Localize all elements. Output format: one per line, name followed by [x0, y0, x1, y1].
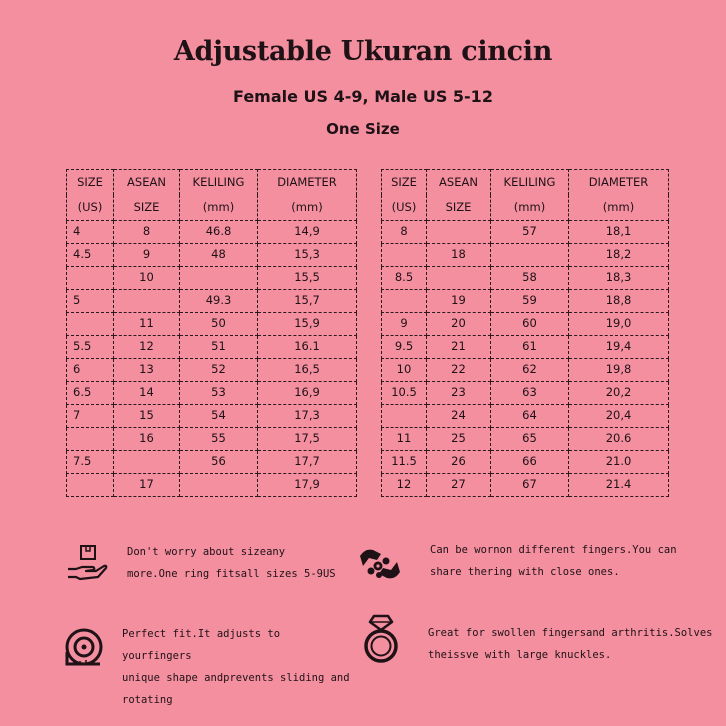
table-cell: 10.5: [382, 382, 427, 405]
table-cell: 24: [427, 405, 491, 428]
feature-line: rotating: [122, 694, 173, 706]
table-cell: 59: [491, 290, 569, 313]
table-row: [67, 359, 357, 382]
column-header: DIAMETER: [258, 170, 357, 196]
table-cell: 5.5: [67, 336, 114, 359]
column-header: (US): [67, 195, 114, 221]
table-cell: 16,5: [258, 359, 357, 382]
table-row: [67, 244, 357, 267]
feature-swollen: [428, 622, 718, 666]
table-cell: 13: [114, 359, 180, 382]
table-cell: 51: [180, 336, 258, 359]
table-cell: 17: [114, 474, 180, 497]
helping-hands-icon: [357, 544, 403, 588]
column-header: SIZE: [114, 195, 180, 221]
table-cell: 17,7: [258, 451, 357, 474]
table-cell: 18: [427, 244, 491, 267]
column-header: (mm): [491, 195, 569, 221]
header-row: [382, 170, 669, 196]
header-row: [67, 170, 357, 196]
table-cell: 60: [491, 313, 569, 336]
table-cell: [491, 244, 569, 267]
table-cell: 12: [382, 474, 427, 497]
table-cell: 11.5: [382, 451, 427, 474]
column-header: (mm): [180, 195, 258, 221]
feature-line: Can be wornon different fingers.You can: [430, 544, 677, 556]
feature-line: Perfect fit.It adjusts to yourfingers: [122, 628, 281, 662]
table-cell: 4: [67, 221, 114, 244]
table-cell: 61: [491, 336, 569, 359]
table-cell: 4.5: [67, 244, 114, 267]
table-row: [67, 336, 357, 359]
table-cell: [114, 290, 180, 313]
table-cell: 8.5: [382, 267, 427, 290]
table-cell: [67, 313, 114, 336]
feature-line: theissve with large knuckles.: [428, 649, 612, 661]
table-cell: 7: [67, 405, 114, 428]
table-cell: 8: [114, 221, 180, 244]
feature-line: Don't worry about sizeany: [127, 546, 286, 558]
table-cell: 21.0: [569, 451, 669, 474]
table-cell: 15,5: [258, 267, 357, 290]
table-row: [67, 267, 357, 290]
table-cell: [180, 267, 258, 290]
page-subtitle: Female US 4-9, Male US 5-12: [233, 87, 493, 106]
table-cell: 10: [114, 267, 180, 290]
table-cell: 6: [67, 359, 114, 382]
table-cell: 9.5: [382, 336, 427, 359]
table-cell: 67: [491, 474, 569, 497]
table-row: [382, 290, 669, 313]
table-cell: 25: [427, 428, 491, 451]
table-cell: 18,1: [569, 221, 669, 244]
table-cell: 10: [382, 359, 427, 382]
table-cell: 16,9: [258, 382, 357, 405]
table-row: [382, 451, 669, 474]
table-row: [382, 428, 669, 451]
table-cell: 55: [180, 428, 258, 451]
table-cell: 53: [180, 382, 258, 405]
table-cell: [114, 451, 180, 474]
table-cell: 50: [180, 313, 258, 336]
table-cell: 64: [491, 405, 569, 428]
table-cell: 66: [491, 451, 569, 474]
column-header: KELILING: [180, 170, 258, 196]
table-cell: 56: [180, 451, 258, 474]
size-table-right: [381, 169, 669, 497]
table-cell: 18,2: [569, 244, 669, 267]
table-cell: [67, 474, 114, 497]
table-row: [382, 405, 669, 428]
feature-line: share thering with close ones.: [430, 566, 620, 578]
table-row: [382, 474, 669, 497]
table-cell: 9: [382, 313, 427, 336]
table-cell: [427, 267, 491, 290]
table-cell: 15,7: [258, 290, 357, 313]
table-cell: 62: [491, 359, 569, 382]
size-note: One Size: [326, 120, 400, 138]
table-cell: 19,8: [569, 359, 669, 382]
column-header: ASEAN: [114, 170, 180, 196]
table-cell: 46.8: [180, 221, 258, 244]
table-cell: 14,9: [258, 221, 357, 244]
table-row: [67, 313, 357, 336]
table-cell: [180, 474, 258, 497]
table-cell: 26: [427, 451, 491, 474]
table-cell: 5: [67, 290, 114, 313]
table-cell: [427, 221, 491, 244]
table-row: [67, 474, 357, 497]
tape-measure-icon: [64, 627, 104, 671]
table-cell: 15,3: [258, 244, 357, 267]
feature-line: Great for swollen fingersand arthritis.Solves: [428, 627, 713, 639]
feature-perfect-fit: [122, 623, 352, 711]
feature-fit-all: [127, 541, 337, 585]
table-cell: 20.6: [569, 428, 669, 451]
header-row: [67, 195, 357, 221]
column-header: SIZE: [67, 170, 114, 196]
table-cell: [382, 405, 427, 428]
table-cell: 63: [491, 382, 569, 405]
table-row: [67, 382, 357, 405]
table-cell: 9: [114, 244, 180, 267]
table-cell: 11: [382, 428, 427, 451]
table-row: [382, 336, 669, 359]
table-cell: 18,3: [569, 267, 669, 290]
table-row: [382, 313, 669, 336]
table-row: [382, 244, 669, 267]
table-cell: 16: [114, 428, 180, 451]
page-title: Adjustable Ukuran cincin: [173, 36, 553, 67]
table-cell: 58: [491, 267, 569, 290]
table-cell: 57: [491, 221, 569, 244]
table-cell: 19,0: [569, 313, 669, 336]
table-row: [382, 267, 669, 290]
feature-share: [430, 539, 700, 583]
table-cell: 49.3: [180, 290, 258, 313]
table-cell: 27: [427, 474, 491, 497]
column-header: SIZE: [427, 195, 491, 221]
header-row: [382, 195, 669, 221]
table-row: [67, 221, 357, 244]
table-cell: 17,9: [258, 474, 357, 497]
table-cell: 19,4: [569, 336, 669, 359]
table-row: [382, 382, 669, 405]
table-cell: 6.5: [67, 382, 114, 405]
column-header: KELILING: [491, 170, 569, 196]
table-cell: 18,8: [569, 290, 669, 313]
table-row: [67, 451, 357, 474]
table-row: [67, 428, 357, 451]
ring-icon: [362, 613, 400, 669]
table-cell: 11: [114, 313, 180, 336]
feature-line: unique shape andprevents sliding and: [122, 672, 350, 684]
table-cell: [382, 244, 427, 267]
table-cell: [67, 428, 114, 451]
column-header: ASEAN: [427, 170, 491, 196]
table-row: [382, 221, 669, 244]
table-row: [382, 359, 669, 382]
table-cell: 22: [427, 359, 491, 382]
table-cell: 14: [114, 382, 180, 405]
table-cell: 20,2: [569, 382, 669, 405]
column-header: SIZE: [382, 170, 427, 196]
table-cell: 48: [180, 244, 258, 267]
table-cell: [382, 290, 427, 313]
table-row: [67, 405, 357, 428]
table-cell: 20: [427, 313, 491, 336]
hand-package-icon: [66, 543, 108, 589]
table-row: [67, 290, 357, 313]
table-cell: 21.4: [569, 474, 669, 497]
column-header: (US): [382, 195, 427, 221]
column-header: (mm): [258, 195, 357, 221]
column-header: (mm): [569, 195, 669, 221]
table-cell: 12: [114, 336, 180, 359]
size-table-left: [66, 169, 357, 497]
table-cell: 17,5: [258, 428, 357, 451]
table-cell: 54: [180, 405, 258, 428]
table-cell: 16.1: [258, 336, 357, 359]
table-cell: 15: [114, 405, 180, 428]
table-cell: 17,3: [258, 405, 357, 428]
table-cell: 23: [427, 382, 491, 405]
table-cell: 21: [427, 336, 491, 359]
table-cell: 15,9: [258, 313, 357, 336]
table-cell: 52: [180, 359, 258, 382]
table-cell: 65: [491, 428, 569, 451]
column-header: DIAMETER: [569, 170, 669, 196]
table-cell: 19: [427, 290, 491, 313]
table-cell: 7.5: [67, 451, 114, 474]
table-cell: 20,4: [569, 405, 669, 428]
table-cell: 8: [382, 221, 427, 244]
feature-line: more.One ring fitsall sizes 5-9US: [127, 568, 336, 580]
table-cell: [67, 267, 114, 290]
